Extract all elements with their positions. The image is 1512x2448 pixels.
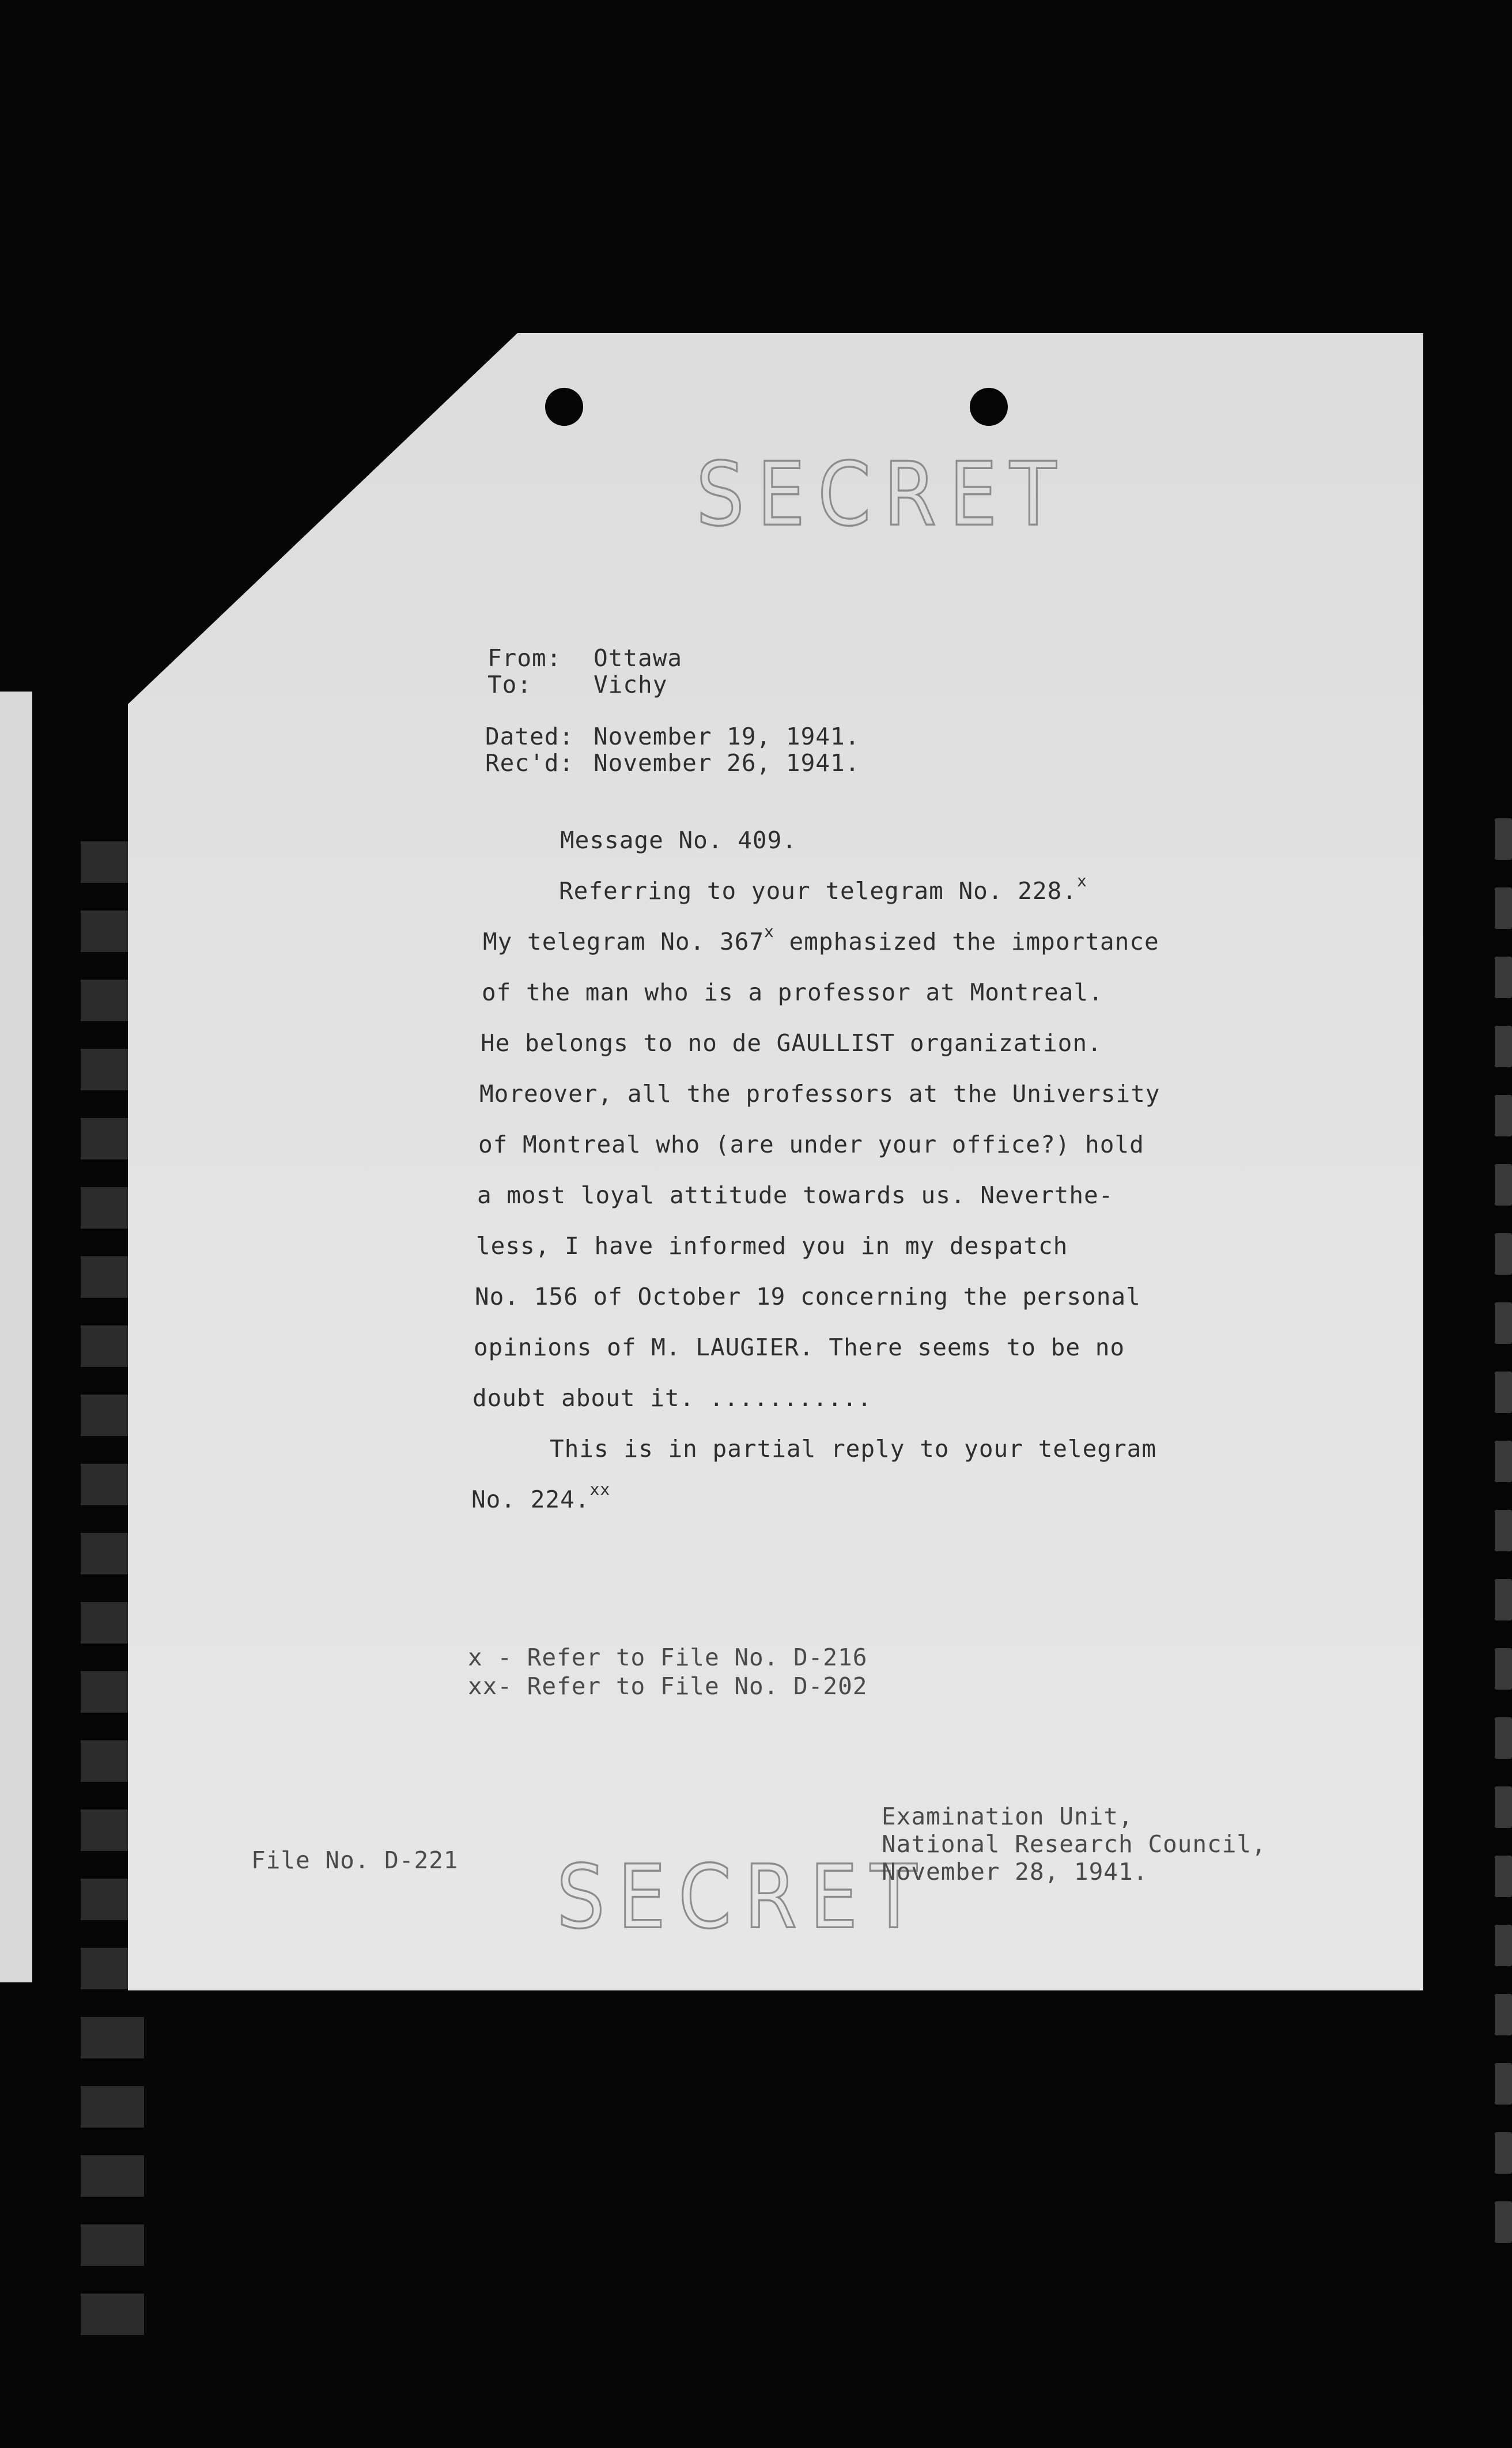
body-line-7: a most loyal attitude towards us. Neverthe- <box>477 1181 1114 1209</box>
message-number: Message No. 409. <box>560 826 797 854</box>
document-page <box>128 333 1423 1990</box>
adjacent-sheet-edge <box>0 692 32 1982</box>
dated-label: Dated: <box>485 723 574 750</box>
from-value: Ottawa <box>594 644 683 672</box>
body-line-11: doubt about it. ........... <box>472 1384 872 1412</box>
film-sprockets-right <box>1495 818 1512 2294</box>
examination-unit-line-3: November 28, 1941. <box>882 1858 1148 1886</box>
to-value: Vichy <box>594 671 668 698</box>
file-number: File No. D-221 <box>251 1846 459 1874</box>
footnote-2: xx- Refer to File No. D-202 <box>468 1672 868 1700</box>
secret-stamp-top: SECRET <box>696 444 1069 546</box>
recd-value: November 26, 1941. <box>594 749 860 777</box>
footnote-1: x - Refer to File No. D-216 <box>468 1644 868 1671</box>
body-line-9: No. 156 of October 19 concerning the personal <box>475 1283 1141 1310</box>
recd-label: Rec'd: <box>485 749 574 777</box>
examination-unit-line-1: Examination Unit, <box>882 1803 1133 1830</box>
body-line-2: My telegram No. 367$^x$ emphasized the importance <box>483 922 1159 955</box>
secret-stamp-bottom: SECRET <box>557 1846 930 1949</box>
examination-unit-line-2: National Research Council, <box>882 1830 1267 1858</box>
body-line-8: less, I have informed you in my despatch <box>476 1232 1068 1260</box>
body-line-3: of the man who is a professor at Montreal. <box>482 979 1103 1006</box>
body-line-13: No. 224.$^{xx}$ <box>471 1480 611 1513</box>
punch-hole-right <box>970 388 1008 426</box>
body-line-10: opinions of M. LAUGIER. There seems to be no <box>474 1333 1125 1361</box>
dated-value: November 19, 1941. <box>594 723 860 750</box>
body-line-6: of Montreal who (are under your office?) hold <box>478 1131 1144 1158</box>
body-line-4: He belongs to no de GAULLIST organization. <box>481 1029 1102 1057</box>
body-line-5: Moreover, all the professors at the University <box>479 1080 1161 1108</box>
to-label: To: <box>487 671 532 698</box>
from-label: From: <box>487 644 562 672</box>
body-line-1: Referring to your telegram No. 228.$^x$ <box>559 871 1087 905</box>
body-line-12: This is in partial reply to your telegram <box>550 1435 1157 1463</box>
punch-hole-left <box>545 388 583 426</box>
